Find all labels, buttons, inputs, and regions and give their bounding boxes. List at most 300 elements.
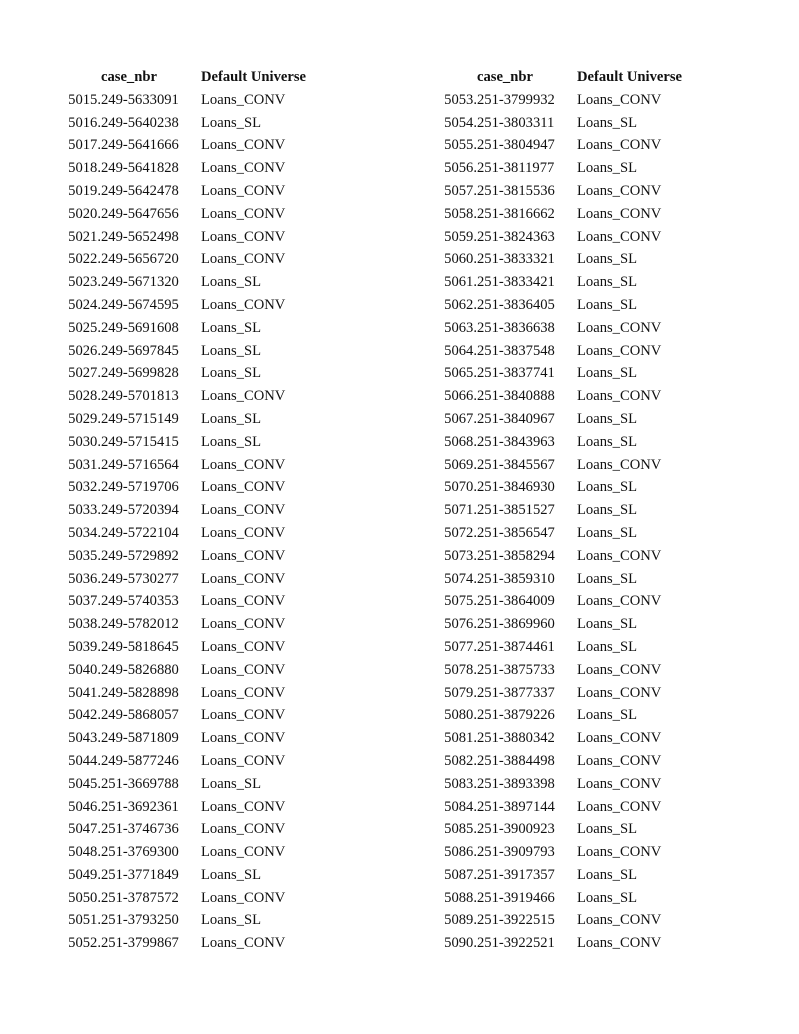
case-nbr-cell: 249-5716564: [101, 456, 179, 473]
default-universe-cell: Loans_SL: [577, 524, 637, 541]
case-nbr-cell: 251-3897144: [477, 798, 555, 815]
default-universe-cell: Loans_CONV: [577, 388, 662, 405]
default-universe-cell: Loans_CONV: [201, 524, 286, 541]
case-nbr-cell: 251-3804947: [477, 137, 555, 154]
header-row: [52, 66, 331, 89]
case-nbr-cell: 251-3858294: [477, 547, 555, 564]
row-index: 5049.: [68, 866, 101, 883]
case-nbr-cell: 251-3851527: [477, 502, 555, 519]
default-universe-cell: Loans_CONV: [201, 844, 286, 861]
row-index: 5041.: [68, 684, 101, 701]
table-row: [428, 112, 707, 135]
case-nbr-cell: 251-3843963: [477, 433, 555, 450]
default-universe-cell: Loans_CONV: [577, 775, 662, 792]
case-nbr-cell: 249-5671320: [101, 274, 179, 291]
case-nbr-cell: 251-3836638: [477, 319, 555, 336]
default-universe-cell: Loans_SL: [577, 114, 637, 131]
case-nbr-cell: 251-3837548: [477, 342, 555, 359]
header-row: [428, 66, 707, 89]
case-nbr-cell: 251-3837741: [477, 365, 555, 382]
default-universe-cell: Loans_SL: [201, 342, 261, 359]
case-nbr-cell: 249-5782012: [101, 616, 179, 633]
row-index: 5035.: [68, 547, 101, 564]
table-row: [428, 180, 707, 203]
case-nbr-cell: 251-3917357: [477, 866, 555, 883]
default-universe-cell: Loans_CONV: [201, 205, 286, 222]
table-row: [428, 157, 707, 180]
table-row: [52, 134, 331, 157]
case-nbr-cell: 251-3864009: [477, 593, 555, 610]
default-universe-cell: Loans_CONV: [201, 388, 286, 405]
default-universe-cell: Loans_CONV: [201, 661, 286, 678]
table-row: [428, 271, 707, 294]
table-row: [52, 590, 331, 613]
case-nbr-cell: 249-5652498: [101, 228, 179, 245]
default-universe-cell: Loans_SL: [577, 502, 637, 519]
table-row: [428, 362, 707, 385]
row-index: 5048.: [68, 844, 101, 861]
case-nbr-cell: 249-5729892: [101, 547, 179, 564]
row-index: 5051.: [68, 912, 101, 929]
case-nbr-cell: 249-5674595: [101, 296, 179, 313]
row-index: 5017.: [68, 137, 101, 154]
row-index: 5031.: [68, 456, 101, 473]
table-row: [428, 476, 707, 499]
row-index: 5021.: [68, 228, 101, 245]
table-row: [428, 909, 707, 932]
case-nbr-cell: 249-5877246: [101, 752, 179, 769]
table-row: [428, 226, 707, 249]
default-universe-cell: Loans_CONV: [201, 638, 286, 655]
table-row: [428, 613, 707, 636]
default-universe-cell: Loans_CONV: [201, 935, 286, 952]
row-index: 5062.: [444, 296, 477, 313]
default-universe-cell: Loans_CONV: [201, 593, 286, 610]
row-index: 5060.: [444, 251, 477, 268]
row-index: 5082.: [444, 752, 477, 769]
table-row: [52, 909, 331, 932]
default-universe-cell: Loans_SL: [201, 365, 261, 382]
table-row: [52, 545, 331, 568]
row-index: 5061.: [444, 274, 477, 291]
case-nbr-cell: 249-5730277: [101, 570, 179, 587]
table-row: [428, 568, 707, 591]
default-universe-cell: Loans_CONV: [577, 228, 662, 245]
row-index: 5052.: [68, 935, 101, 952]
case-nbr-cell: 251-3869960: [477, 616, 555, 633]
default-universe-cell: Loans_CONV: [201, 182, 286, 199]
table-row: [52, 180, 331, 203]
right-column: [428, 66, 707, 955]
default-universe-cell: Loans_CONV: [577, 935, 662, 952]
default-universe-cell: Loans_SL: [577, 821, 637, 838]
case-nbr-cell: 251-3824363: [477, 228, 555, 245]
case-nbr-cell: 251-3769300: [101, 844, 179, 861]
case-nbr-cell: 249-5647656: [101, 205, 179, 222]
table-row: [428, 385, 707, 408]
default-universe-cell: Loans_SL: [577, 410, 637, 427]
row-index: 5026.: [68, 342, 101, 359]
left-column: [52, 66, 331, 955]
row-index: 5057.: [444, 182, 477, 199]
row-index: 5030.: [68, 433, 101, 450]
row-index: 5063.: [444, 319, 477, 336]
table-row: [428, 431, 707, 454]
case-nbr-cell: 251-3799932: [477, 91, 555, 108]
case-nbr-cell: 251-3874461: [477, 638, 555, 655]
default-universe-cell: Loans_CONV: [577, 182, 662, 199]
default-universe-cell: Loans_SL: [201, 410, 261, 427]
row-index: 5068.: [444, 433, 477, 450]
default-universe-cell: Loans_CONV: [577, 319, 662, 336]
case-nbr-cell: 249-5715415: [101, 433, 179, 450]
table-row: [428, 727, 707, 750]
table-row: [52, 727, 331, 750]
table-row: [52, 613, 331, 636]
case-nbr-cell: 249-5633091: [101, 91, 179, 108]
case-nbr-cell: 251-3836405: [477, 296, 555, 313]
row-index: 5047.: [68, 821, 101, 838]
case-nbr-cell: 251-3846930: [477, 479, 555, 496]
row-index: 5056.: [444, 160, 477, 177]
row-index: 5036.: [68, 570, 101, 587]
case-nbr-cell: 249-5691608: [101, 319, 179, 336]
case-nbr-cell: 249-5641666: [101, 137, 179, 154]
case-nbr-cell: 251-3880342: [477, 730, 555, 747]
row-index: 5077.: [444, 638, 477, 655]
row-index: 5054.: [444, 114, 477, 131]
default-universe-cell: Loans_CONV: [577, 661, 662, 678]
default-universe-cell: Loans_CONV: [577, 912, 662, 929]
table-row: [52, 704, 331, 727]
case-nbr-cell: 249-5701813: [101, 388, 179, 405]
table-row: [52, 476, 331, 499]
row-index: 5089.: [444, 912, 477, 929]
table-row: [428, 636, 707, 659]
row-index: 5018.: [68, 160, 101, 177]
default-universe-cell: Loans_CONV: [201, 228, 286, 245]
case-nbr-cell: 251-3875733: [477, 661, 555, 678]
row-index: 5075.: [444, 593, 477, 610]
row-index: 5069.: [444, 456, 477, 473]
table-row: [428, 408, 707, 431]
default-universe-cell: Loans_CONV: [201, 616, 286, 633]
default-universe-cell: Loans_CONV: [577, 547, 662, 564]
case-nbr-cell: 249-5699828: [101, 365, 179, 382]
default-universe-cell: Loans_CONV: [577, 844, 662, 861]
case-nbr-cell: 251-3669788: [101, 775, 179, 792]
row-index: 5020.: [68, 205, 101, 222]
case-nbr-cell: 251-3692361: [101, 798, 179, 815]
case-nbr-cell: 249-5740353: [101, 593, 179, 610]
default-universe-cell: Loans_SL: [201, 319, 261, 336]
table-row: [428, 545, 707, 568]
row-index: 5065.: [444, 365, 477, 382]
row-index: 5019.: [68, 182, 101, 199]
default-universe-cell: Loans_CONV: [577, 593, 662, 610]
default-universe-cell: Loans_SL: [577, 889, 637, 906]
left-table: [52, 66, 331, 955]
default-universe-cell: Loans_CONV: [201, 456, 286, 473]
table-row: [52, 157, 331, 180]
row-index: 5083.: [444, 775, 477, 792]
row-index: 5025.: [68, 319, 101, 336]
case-nbr-cell: 251-3815536: [477, 182, 555, 199]
row-index: 5032.: [68, 479, 101, 496]
row-index: 5080.: [444, 707, 477, 724]
default-universe-cell: Loans_CONV: [201, 160, 286, 177]
table-row: [52, 682, 331, 705]
default-universe-cell: Loans_CONV: [577, 205, 662, 222]
row-index: 5033.: [68, 502, 101, 519]
index-header: [428, 66, 477, 89]
default-universe-cell: Loans_SL: [201, 274, 261, 291]
table-row: [52, 271, 331, 294]
case-nbr-cell: 251-3859310: [477, 570, 555, 587]
case-nbr-cell: 251-3919466: [477, 889, 555, 906]
default-universe-cell: Loans_CONV: [201, 798, 286, 815]
default-universe-cell: Loans_SL: [577, 433, 637, 450]
table-row: [52, 362, 331, 385]
row-index: 5034.: [68, 524, 101, 541]
table-row: [52, 203, 331, 226]
default-universe-cell: Loans_CONV: [577, 730, 662, 747]
default-universe-cell: Loans_SL: [201, 775, 261, 792]
row-index: 5071.: [444, 502, 477, 519]
default-universe-cell: Loans_SL: [577, 296, 637, 313]
default-universe-cell: Loans_CONV: [201, 752, 286, 769]
row-index: 5081.: [444, 730, 477, 747]
table-row: [428, 590, 707, 613]
case-nbr-cell: 251-3793250: [101, 912, 179, 929]
table-row: [52, 796, 331, 819]
row-index: 5079.: [444, 684, 477, 701]
case-nbr-cell: 249-5722104: [101, 524, 179, 541]
table-row: [52, 340, 331, 363]
table-row: [52, 226, 331, 249]
row-index: 5072.: [444, 524, 477, 541]
default-universe-cell: Loans_SL: [577, 365, 637, 382]
table-row: [428, 887, 707, 910]
default-universe-header: Default Universe: [201, 69, 306, 85]
case-nbr-header: case_nbr: [477, 69, 533, 85]
row-index: 5045.: [68, 775, 101, 792]
default-universe-cell: Loans_CONV: [577, 798, 662, 815]
case-nbr-cell: 251-3893398: [477, 775, 555, 792]
row-index: 5076.: [444, 616, 477, 633]
row-index: 5050.: [68, 889, 101, 906]
default-universe-cell: Loans_CONV: [201, 91, 286, 108]
case-nbr-cell: 249-5720394: [101, 502, 179, 519]
case-nbr-cell: 249-5818645: [101, 638, 179, 655]
default-universe-cell: Loans_CONV: [201, 570, 286, 587]
table-row: [52, 385, 331, 408]
row-index: 5046.: [68, 798, 101, 815]
default-universe-cell: Loans_SL: [201, 433, 261, 450]
table-row: [428, 134, 707, 157]
table-row: [52, 818, 331, 841]
table-row: [52, 454, 331, 477]
case-nbr-cell: 251-3840967: [477, 410, 555, 427]
table-row: [428, 499, 707, 522]
right-table-body: [428, 89, 707, 955]
table-row: [52, 864, 331, 887]
table-row: [52, 499, 331, 522]
row-index: 5087.: [444, 866, 477, 883]
row-index: 5088.: [444, 889, 477, 906]
case-nbr-cell: 249-5641828: [101, 160, 179, 177]
case-nbr-cell: 251-3816662: [477, 205, 555, 222]
row-index: 5066.: [444, 388, 477, 405]
case-nbr-cell: 251-3811977: [477, 160, 555, 177]
table-row: [428, 841, 707, 864]
row-index: 5040.: [68, 661, 101, 678]
default-universe-cell: Loans_CONV: [201, 707, 286, 724]
default-universe-cell: Loans_SL: [577, 638, 637, 655]
table-row: [52, 522, 331, 545]
table-row: [52, 112, 331, 135]
case-nbr-cell: 251-3803311: [477, 114, 555, 131]
row-index: 5038.: [68, 616, 101, 633]
table-row: [428, 522, 707, 545]
default-universe-cell: Loans_SL: [577, 866, 637, 883]
table-row: [52, 317, 331, 340]
table-row: [428, 248, 707, 271]
case-nbr-cell: 251-3922521: [477, 935, 555, 952]
default-universe-cell: Loans_CONV: [201, 502, 286, 519]
default-universe-cell: Loans_CONV: [201, 479, 286, 496]
case-nbr-cell: 251-3909793: [477, 844, 555, 861]
row-index: 5015.: [68, 91, 101, 108]
case-nbr-cell: 251-3856547: [477, 524, 555, 541]
row-index: 5074.: [444, 570, 477, 587]
table-row: [428, 704, 707, 727]
case-nbr-cell: 251-3833421: [477, 274, 555, 291]
case-nbr-header: case_nbr: [101, 69, 157, 85]
default-universe-cell: Loans_CONV: [201, 730, 286, 747]
row-index: 5029.: [68, 410, 101, 427]
table-row: [52, 248, 331, 271]
case-nbr-cell: 251-3771849: [101, 866, 179, 883]
table-row: [52, 659, 331, 682]
row-index: 5028.: [68, 388, 101, 405]
case-nbr-cell: 251-3746736: [101, 821, 179, 838]
table-row: [52, 294, 331, 317]
default-universe-cell: Loans_CONV: [577, 456, 662, 473]
row-index: 5058.: [444, 205, 477, 222]
table-row: [52, 773, 331, 796]
default-universe-cell: Loans_CONV: [577, 342, 662, 359]
case-nbr-cell: 249-5826880: [101, 661, 179, 678]
case-nbr-cell: 249-5871809: [101, 730, 179, 747]
left-table-body: [52, 89, 331, 955]
table-row: [52, 750, 331, 773]
default-universe-cell: Loans_SL: [201, 912, 261, 929]
table-row: [428, 659, 707, 682]
table-row: [428, 864, 707, 887]
default-universe-header: Default Universe: [577, 69, 682, 85]
table-row: [52, 89, 331, 112]
row-index: 5053.: [444, 91, 477, 108]
case-nbr-cell: 249-5642478: [101, 182, 179, 199]
default-universe-cell: Loans_SL: [577, 160, 637, 177]
case-nbr-cell: 251-3845567: [477, 456, 555, 473]
row-index: 5044.: [68, 752, 101, 769]
default-universe-cell: Loans_CONV: [577, 752, 662, 769]
default-universe-cell: Loans_SL: [577, 274, 637, 291]
default-universe-cell: Loans_CONV: [201, 296, 286, 313]
default-universe-cell: Loans_CONV: [577, 91, 662, 108]
row-index: 5037.: [68, 593, 101, 610]
case-nbr-cell: 251-3787572: [101, 889, 179, 906]
table-row: [428, 818, 707, 841]
table-row: [428, 682, 707, 705]
row-index: 5078.: [444, 661, 477, 678]
default-universe-cell: Loans_SL: [577, 570, 637, 587]
default-universe-cell: Loans_SL: [577, 707, 637, 724]
row-index: 5059.: [444, 228, 477, 245]
case-nbr-cell: 251-3900923: [477, 821, 555, 838]
case-nbr-cell: 251-3877337: [477, 684, 555, 701]
row-index: 5043.: [68, 730, 101, 747]
table-row: [52, 841, 331, 864]
table-row: [52, 568, 331, 591]
table-row: [52, 887, 331, 910]
row-index: 5086.: [444, 844, 477, 861]
row-index: 5055.: [444, 137, 477, 154]
row-index: 5073.: [444, 547, 477, 564]
default-universe-cell: Loans_SL: [201, 866, 261, 883]
case-nbr-cell: 249-5868057: [101, 707, 179, 724]
case-nbr-cell: 251-3884498: [477, 752, 555, 769]
default-universe-cell: Loans_CONV: [201, 821, 286, 838]
row-index: 5090.: [444, 935, 477, 952]
row-index: 5042.: [68, 707, 101, 724]
default-universe-cell: Loans_CONV: [201, 251, 286, 268]
table-row: [52, 431, 331, 454]
default-universe-cell: Loans_CONV: [201, 889, 286, 906]
index-header: [52, 66, 101, 89]
row-index: 5024.: [68, 296, 101, 313]
case-nbr-cell: 249-5656720: [101, 251, 179, 268]
default-universe-cell: Loans_SL: [577, 479, 637, 496]
row-index: 5084.: [444, 798, 477, 815]
row-index: 5027.: [68, 365, 101, 382]
default-universe-cell: Loans_CONV: [201, 137, 286, 154]
row-index: 5039.: [68, 638, 101, 655]
table-row: [428, 203, 707, 226]
case-nbr-cell: 249-5828898: [101, 684, 179, 701]
row-index: 5067.: [444, 410, 477, 427]
row-index: 5085.: [444, 821, 477, 838]
table-row: [52, 932, 331, 955]
case-nbr-cell: 249-5697845: [101, 342, 179, 359]
table-row: [428, 796, 707, 819]
table-row: [428, 89, 707, 112]
case-nbr-cell: 251-3840888: [477, 388, 555, 405]
table-row: [428, 750, 707, 773]
default-universe-cell: Loans_SL: [201, 114, 261, 131]
default-universe-cell: Loans_CONV: [201, 547, 286, 564]
default-universe-cell: Loans_CONV: [201, 684, 286, 701]
row-index: 5022.: [68, 251, 101, 268]
right-table: [428, 66, 707, 955]
case-nbr-cell: 251-3879226: [477, 707, 555, 724]
default-universe-cell: Loans_SL: [577, 251, 637, 268]
default-universe-cell: Loans_CONV: [577, 684, 662, 701]
case-nbr-cell: 251-3799867: [101, 935, 179, 952]
case-nbr-cell: 251-3922515: [477, 912, 555, 929]
